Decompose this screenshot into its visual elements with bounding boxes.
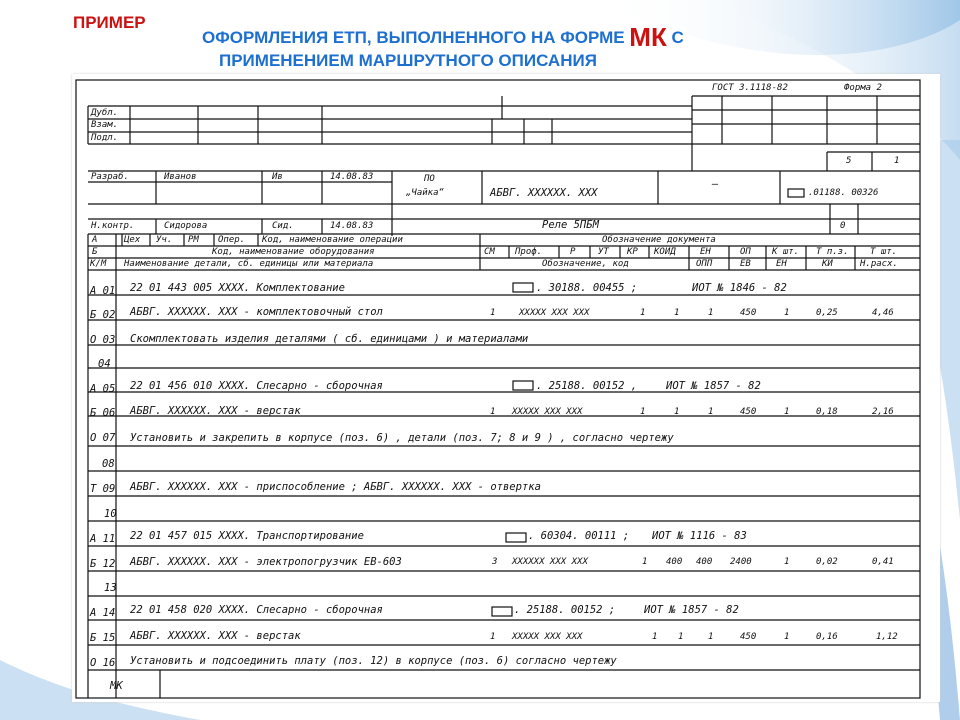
row-value: 1 [652, 632, 658, 642]
row-text: 22 01 456 010 ХХХХ. Слесарно - сборочная [130, 380, 383, 392]
row-text: Скомплектовать изделия деталями ( сб. единицами ) и материалами [130, 333, 529, 345]
row-value: 0,25 [816, 308, 838, 318]
row-value: 450 [740, 308, 757, 318]
route-card-form [72, 74, 940, 702]
sheet-total: 1 [894, 156, 900, 166]
row-value: 4,46 [872, 308, 894, 318]
row-value: 1 [490, 407, 496, 417]
row-value: 1 [784, 557, 790, 567]
header-col-ut: УТ [598, 247, 609, 257]
row-value: 1,12 [876, 632, 898, 642]
row-value: 1 [640, 308, 646, 318]
row-value: 0,41 [872, 557, 894, 567]
row-num: 08 [102, 458, 115, 470]
doc-code: АБВГ. ХХХХХХ. ХХХ [490, 187, 598, 199]
header-rm: РМ [188, 235, 199, 245]
row-value: 0,16 [816, 632, 838, 642]
row-value: 0,02 [816, 557, 838, 567]
dash-mark: — [712, 178, 719, 190]
row-num: А 11 [90, 533, 116, 545]
example-label: ПРИМЕР [73, 13, 146, 32]
header-col-r: Р [570, 247, 576, 257]
slide-title-line1 [202, 22, 684, 53]
row-num: 13 [104, 582, 117, 594]
row-doc: . 60304. 00111 ; [528, 530, 630, 542]
razrab-label: Разраб. [91, 172, 129, 182]
header-uch: Уч. [156, 235, 173, 245]
row-value: 1 [640, 407, 646, 417]
nkontr-name: Сидорова [164, 221, 208, 231]
row-iot: ИОТ № 1116 - 83 [652, 530, 747, 542]
nkontr-label: Н.контр. [91, 221, 135, 231]
header-col-opp: ОПП [696, 259, 713, 269]
row-text: АБВГ. ХХХХХХ. ХХХ - приспособление ; АБВГ. ХХХХХХ. ХХХ - отвертка [130, 481, 541, 493]
row-value: 1 [708, 308, 714, 318]
row-value: 1 [490, 308, 496, 318]
zero-value: 0 [840, 221, 846, 231]
header-equip-desc: Код, наименование оборудования [212, 247, 375, 257]
row-value: 1 [678, 632, 684, 642]
header-col-tsht: Т шт. [870, 247, 898, 257]
label-podl: Подл. [91, 133, 119, 143]
header-a-prefix: А [92, 235, 98, 245]
row-text: АБВГ. ХХХХХХ. ХХХ - верстак [130, 405, 301, 417]
footer-mk: МК [110, 680, 123, 692]
row-text: АБВГ. ХХХХХХ. ХХХ - электропогрузчик ЕВ-603 [130, 556, 402, 568]
row-num: А 01 [90, 285, 116, 297]
row-num: 10 [104, 508, 117, 520]
row-value: 1 [642, 557, 648, 567]
header-oper: Опер. [218, 235, 246, 245]
header-docs: Обозначение документа [602, 235, 716, 245]
row-value: 1 [708, 407, 714, 417]
row-value: 450 [740, 632, 757, 642]
header-km-prefix: К/М [90, 259, 107, 269]
row-num: А 14 [90, 607, 116, 619]
row-num: О 16 [90, 657, 116, 669]
slide-title-line2: ПРИМЕНЕНИЕМ МАРШРУТНОГО ОПИСАНИЯ [219, 51, 597, 70]
row-text: 22 01 458 020 ХХХХ. Слесарно - сборочная [130, 604, 383, 616]
title-line1-prefix: ОФОРМЛЕНИЯ ЕТП, ВЫПОЛНЕННОГО НА ФОРМЕ [202, 28, 630, 47]
row-value: ХХХХХ ХХХ ХХХ [512, 407, 583, 417]
header-part-desc: Наименование детали, сб. единицы или материала [124, 259, 374, 269]
row-iot: ИОТ № 1846 - 82 [692, 282, 787, 294]
header-col-kr: КР [627, 247, 638, 257]
row-text: Установить и закрепить в корпусе (поз. 6) , детали (поз. 7; 8 и 9 ) , согласно чертежу [130, 432, 674, 444]
row-value: 1 [674, 407, 680, 417]
row-text: АБВГ. ХХХХХХ. ХХХ - верстак [130, 630, 301, 642]
row-text: 22 01 457 015 ХХХХ. Транспортирование [130, 530, 364, 542]
header-col-ev: ЕВ [740, 259, 751, 269]
header-col-sm: СМ [484, 247, 495, 257]
header-col-ki: КИ [822, 259, 833, 269]
title-line1-suffix: С [666, 28, 684, 47]
row-value: 400 [666, 557, 683, 567]
header-op-desc: Код, наименование операции [262, 235, 403, 245]
row-text: АБВГ. ХХХХХХ. ХХХ - комплектовочный стол [130, 306, 383, 318]
row-num: Б 06 [90, 407, 116, 419]
row-value: 1 [784, 632, 790, 642]
nkontr-signature: Сид. [272, 221, 294, 231]
header-col-nrash: Н.расх. [860, 259, 898, 269]
header-b-prefix: Б [92, 247, 98, 257]
row-doc: . 30188. 00455 ; [536, 282, 638, 294]
row-value: 1 [784, 407, 790, 417]
title-mk: МК [629, 22, 667, 52]
row-value: 1 [708, 632, 714, 642]
row-value: 1 [784, 308, 790, 318]
row-value: ХХХХХ ХХХ ХХХ [519, 308, 590, 318]
org-line2: „Чайка“ [406, 188, 444, 198]
row-value: 3 [492, 557, 498, 567]
razrab-signature: Ив [272, 172, 283, 182]
form-number: Форма 2 [844, 83, 882, 93]
label-dubl: Дубл. [91, 108, 119, 118]
row-value: 2,16 [872, 407, 894, 417]
header-col-koid: КОИД [654, 247, 676, 257]
gost-number: ГОСТ 3.1118-82 [712, 83, 788, 93]
header-col-en2: ЕН [776, 259, 787, 269]
header-col-en: ЕН [700, 247, 711, 257]
row-value: 1 [674, 308, 680, 318]
row-num: 04 [98, 358, 111, 370]
row-doc: . 25188. 00152 , [536, 380, 638, 392]
header-cex: Цех [124, 235, 141, 245]
row-value: 0,18 [816, 407, 838, 417]
header-col-kcht: К шт. [772, 247, 800, 257]
row-num: А 05 [90, 383, 116, 395]
label-vzam: Взам. [91, 120, 119, 130]
row-value: 450 [740, 407, 757, 417]
header-col-tpz: Т п.з. [816, 247, 849, 257]
razrab-date: 14.08.83 [330, 172, 374, 182]
razrab-name: Иванов [164, 172, 197, 182]
row-doc: . 25188. 00152 ; [514, 604, 616, 616]
nkontr-date: 14.08.83 [330, 221, 374, 231]
row-value: 400 [696, 557, 713, 567]
row-value: 2400 [730, 557, 752, 567]
row-value: 1 [490, 632, 496, 642]
row-iot: ИОТ № 1857 - 82 [644, 604, 739, 616]
row-text: Установить и подсоединить плату (поз. 12) в корпусе (поз. 6) согласно чертежу [130, 655, 617, 667]
row-num: Т 09 [90, 483, 116, 495]
header-col-prof: Проф. [515, 247, 543, 257]
row-num: О 07 [90, 432, 116, 444]
row-num: Б 12 [90, 558, 116, 570]
sheet-number: 5 [846, 156, 852, 166]
row-value: ХХХХХ ХХХ ХХХ [512, 632, 583, 642]
row-value: ХХХХХХ ХХХ ХХХ [512, 557, 588, 567]
header-code: Обозначение, код [542, 259, 629, 269]
doc-number: .01188. 00326 [808, 188, 879, 198]
row-text: 22 01 443 005 ХХХХ. Комплектование [130, 282, 345, 294]
org-line1: ПО [424, 174, 435, 184]
row-num: О 03 [90, 334, 116, 346]
row-num: Б 15 [90, 632, 116, 644]
row-iot: ИОТ № 1857 - 82 [666, 380, 761, 392]
row-num: Б 02 [90, 309, 116, 321]
header-col-op: ОП [740, 247, 751, 257]
product-name: Реле 5ПБМ [542, 219, 599, 231]
